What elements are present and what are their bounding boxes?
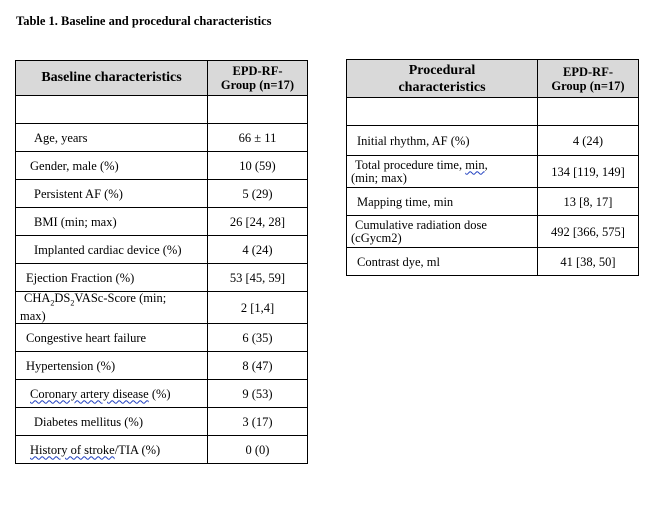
row-value: 492 [366, 575] [538,216,639,248]
row-value: 10 (59) [208,152,308,180]
procedure-time-label-line2: (min; max) [351,170,407,185]
table-row [16,352,308,380]
cha2ds2-label-line2: max) [20,308,46,323]
spellcheck-underlined-text: Coronary artery disease [30,386,149,401]
table-row [16,408,308,436]
table-caption: Table 1. Baseline and procedural characteristics [16,14,272,28]
procedural-characteristics-table [346,59,639,276]
row-label: Coronary artery disease (%) [16,380,208,408]
procedural-header-line1: Procedural [408,62,476,78]
row-label: Hypertension (%) [16,352,208,380]
row-label: BMI (min; max) [16,208,208,236]
table-row [347,216,639,248]
row-value: 53 [45, 59] [208,264,308,292]
row-value: 0 (0) [208,436,308,464]
group-header [208,61,308,96]
table-row [16,236,308,264]
row-value: 134 [119, 149] [538,156,639,188]
row-label [347,216,538,248]
row-label [16,292,208,324]
row-label: Persistent AF (%) [16,180,208,208]
procedural-header-label [347,60,538,98]
row-value: 8 (47) [208,352,308,380]
table-row [16,436,308,464]
row-label: Mapping time, min [347,188,538,216]
empty-row [16,96,308,124]
radiation-label-line1: Cumulative radiation dose [355,217,487,232]
group-header-line1: EPD-RF- [232,64,283,78]
table-row [16,208,308,236]
row-value: 66 ± 11 [208,124,308,152]
row-value: 4 (24) [208,236,308,264]
row-label: Age, years [16,124,208,152]
row-label: Diabetes mellitus (%) [16,408,208,436]
row-label: Implanted cardiac device (%) [16,236,208,264]
group-header-line2: Group (n=17) [220,78,295,92]
cha2ds2-label-line1: $CHA_2DS_2VASc$-Score (min; [24,291,167,308]
table-header-row [16,61,308,96]
row-value: 3 (17) [208,408,308,436]
spellcheck-underlined-text: History of stroke [30,442,115,457]
group-header [538,60,639,98]
procedure-time-label-line1: Total procedure time, min, [355,157,488,172]
row-value: 9 (53) [208,380,308,408]
empty-row [347,98,639,126]
table-row [16,152,308,180]
procedural-header-line2: characteristics [398,79,486,95]
radiation-label-line2: (cGycm2) [351,230,402,245]
row-label: Initial rhythm, AF (%) [347,126,538,156]
table-row [347,126,639,156]
row-value: 5 (29) [208,180,308,208]
row-value: 13 [8, 17] [538,188,639,216]
row-value: 41 [38, 50] [538,248,639,276]
row-label [347,156,538,188]
row-value: 26 [24, 28] [208,208,308,236]
row-label: Congestive heart failure [16,324,208,352]
table-row [16,324,308,352]
baseline-header-label: Baseline characteristics [16,61,208,96]
row-value: 6 (35) [208,324,308,352]
spellcheck-underlined-text: min [465,157,485,172]
table-row [347,188,639,216]
table-header-row [347,60,639,98]
row-label: Gender, male (%) [16,152,208,180]
group-header-line2: Group (n=17) [551,78,625,93]
row-label: History of stroke/TIA (%) [16,436,208,464]
table-row [16,264,308,292]
baseline-characteristics-table [15,60,308,464]
group-header-line1: EPD-RF- [563,64,613,79]
row-value: 4 (24) [538,126,639,156]
row-label: Contrast dye, ml [347,248,538,276]
table-row [16,380,308,408]
table-row [16,180,308,208]
table-row [347,248,639,276]
row-value: 2 [1,4] [208,292,308,324]
table-row [16,124,308,152]
row-label: Ejection Fraction (%) [16,264,208,292]
table-row [347,156,639,188]
table-row [16,292,308,324]
